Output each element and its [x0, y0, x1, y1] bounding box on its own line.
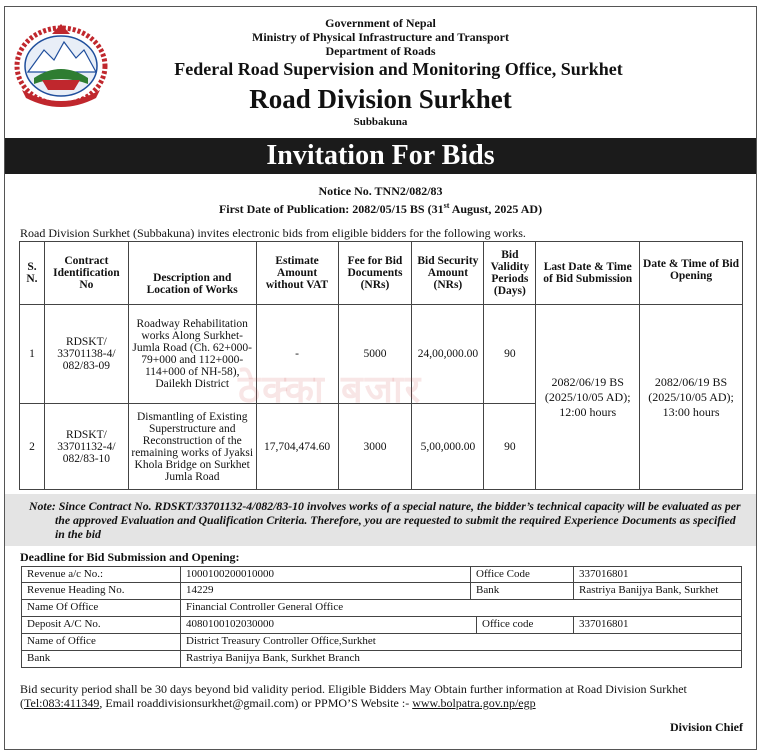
invitation-banner: Invitation For Bids	[5, 138, 756, 174]
col-header: Estimate Amount without VAT	[256, 242, 338, 305]
col-header: Bid Validity Periods (Days)	[484, 242, 536, 305]
revenue-ac-label: Revenue a/c No.:	[27, 568, 104, 580]
office-code-label: Office Code	[470, 567, 573, 583]
intro-text: Road Division Surkhet (Subbakuna) invites electronic bids from eligible bidders for the following works.	[20, 226, 526, 240]
header-ministry: Ministry of Physical Infrastructure and Transport	[252, 30, 509, 44]
header-office: Federal Road Supervision and Monitoring Office, Surkhet	[174, 59, 623, 79]
deposit-value: 4080100102030000	[180, 617, 476, 633]
revenue-heading-label: Revenue Heading No.	[27, 584, 125, 596]
cell-fee: 3000	[338, 404, 412, 490]
cell-description: Dismantling of Existing Superstructure and Reconstruction of the remaining works of Jyaksi Khola Bridge on Surkhet Jumla Road	[128, 404, 256, 490]
cell-security: 24,00,000.00	[412, 305, 484, 404]
signature: Division Chief	[669, 720, 743, 734]
office-code-label: Office code	[476, 617, 573, 633]
header-department: Department of Roads	[325, 44, 436, 58]
deposit-label: Deposit A/C No.	[27, 618, 101, 630]
table-header-row	[20, 242, 743, 305]
col-header: Fee for Bid Documents (NRs)	[338, 242, 412, 305]
cell-estimate: 17,704,474.60	[256, 404, 338, 490]
note-box: Note: Since Contract No. RDSKT/33701132-4/082/83-10 involves works of a special nature, the bidder’s technical capacity will be evaluated as per the approved Evaluation and Qualification Criteria. Therefore, you are requested to submit the required Experience Documents as specified in the bid	[5, 494, 756, 546]
account-row	[21, 651, 742, 668]
account-row	[21, 634, 742, 651]
office-name-value: District Treasury Controller Office,Surkhet	[180, 634, 743, 650]
revenue-ac-value: 1000100200010000	[180, 567, 470, 583]
watermark-logo: ठेक्का बजार	[238, 367, 423, 411]
cell-estimate: -	[256, 305, 338, 404]
notice-number: Notice No. TNN2/082/83	[318, 184, 443, 198]
revenue-heading-value: 14229	[180, 583, 470, 599]
col-header: Bid Security Amount (NRs)	[412, 242, 484, 305]
col-header: Last Date & Time of Bid Submission	[536, 242, 640, 305]
office-name-label: Name Of Office	[27, 601, 99, 613]
footer-line: Bid security period shall be 30 days beyond bid validity period. Eligible Bidders May Obtain further information at Road Division Surkhet	[20, 682, 687, 696]
office-code-value: 337016801	[573, 567, 743, 583]
cell-validity: 90	[484, 305, 536, 404]
tel-link[interactable]: Tel:083:411349	[24, 696, 100, 710]
website-link[interactable]: www.bolpatra.gov.np/egp	[412, 696, 536, 710]
account-row	[21, 583, 742, 600]
col-header: Date & Time of Bid Opening	[640, 242, 743, 305]
footer-text	[20, 682, 744, 710]
office-code-value: 337016801	[573, 617, 743, 633]
publication-date: First Date of Publication: 2082/05/15 BS (31st August, 2025 AD)	[218, 201, 543, 216]
office-name-label: Name of Office	[27, 635, 96, 647]
cell-sn: 2	[20, 404, 45, 490]
account-row	[21, 600, 742, 617]
cell-security: 5,00,000.00	[412, 404, 484, 490]
office-name-value: Financial Controller General Office	[180, 600, 743, 616]
cell-sn: 1	[20, 305, 45, 404]
bank-value: Rastriya Banijya Bank, Surkhet Branch	[180, 651, 743, 667]
page-title: Road Division Surkhet	[249, 84, 512, 114]
bank-value: Rastriya Banijya Bank, Surkhet	[573, 583, 743, 599]
col-header: Contract Identification No	[44, 242, 128, 305]
bank-label: Bank	[27, 652, 51, 664]
cell-validity: 90	[484, 404, 536, 490]
account-row	[21, 617, 742, 634]
col-header: Description and Location of Works	[128, 242, 256, 305]
col-header: S. N.	[20, 242, 45, 305]
cell-description: Roadway Rehabilitation works Along Surkhet-Jumla Road (Ch. 62+000-79+000 and 112+000-114+000 of NH-58), Dailekh District	[128, 305, 256, 404]
account-row	[21, 566, 742, 583]
cell-contract: RDSKT/ 33701132-4/ 082/83-10	[44, 404, 128, 490]
cell-fee: 5000	[338, 305, 412, 404]
bank-label: Bank	[470, 583, 573, 599]
header-government: Government of Nepal	[325, 16, 436, 30]
cell-opening-date: 2082/06/19 BS (2025/10/05 AD); 13:00 hours	[640, 305, 743, 490]
cell-contract: RDSKT/ 33701138-4/ 082/83-09	[44, 305, 128, 404]
cell-last-date: 2082/06/19 BS (2025/10/05 AD); 12:00 hours	[536, 305, 640, 490]
header-subtitle: Subbakuna	[353, 116, 408, 128]
deadline-title: Deadline for Bid Submission and Opening:	[20, 550, 240, 564]
footer-contact: (Tel:083:411349, Email roaddivisionsurkhet@gmail.com) or PPMO’S Website :- www.bolpatra.gov.np/egp	[20, 696, 536, 710]
